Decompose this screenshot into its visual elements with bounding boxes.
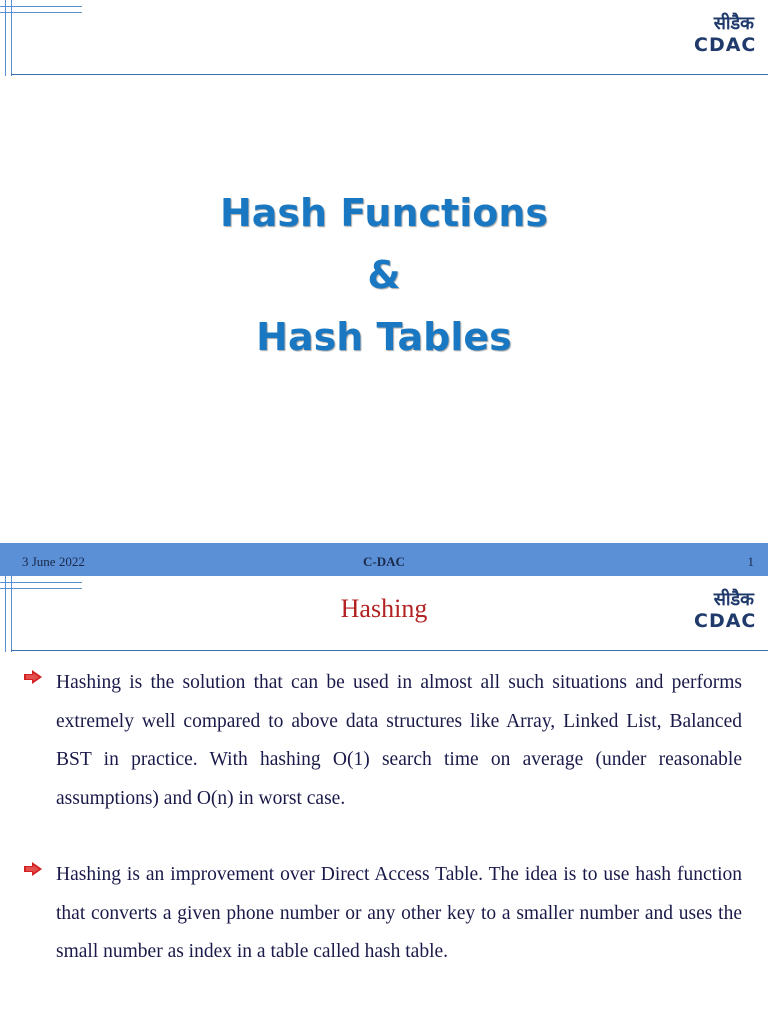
slide-footer [0,543,768,576]
corner-line [0,582,82,583]
corner-line [0,12,82,13]
corner-line [0,588,82,589]
corner-line [0,6,82,7]
bullet-text: Hashing is an improvement over Direct Access Table. The idea is to use hash function that converts a given phone number or any other key to a smaller number and uses the small number as index in a table called hash table. [56,864,742,962]
slide-heading: Hashing [340,594,428,623]
bullet-list [24,664,742,1010]
title-line-3: Hash Tables [256,315,512,359]
bullet-text: Hashing is the solution that can be used in almost all such situations and performs extremely well compared to above data structures like Array, Linked List, Balanced BST in practice. With hashing O(1) search time on average (under reasonable assumptions) and O(n) in worst case. [56,672,742,809]
list-item [24,664,742,818]
header-rule [11,650,768,651]
logo-english-text: CDAC [694,610,757,632]
logo-english-text: CDAC [694,34,757,56]
arrow-bullet-icon [24,862,42,876]
header-rule [11,74,768,75]
footer-date: 3 June 2022 [22,554,85,569]
cdac-logo [694,13,757,58]
content-slide [0,576,768,1024]
slide-title [0,182,768,368]
footer-page-number: 1 [747,554,754,569]
logo-hindi-text: सीडैक [713,589,754,610]
footer-org: C-DAC [363,554,405,569]
logo-hindi-text: सीडैक [713,13,754,34]
list-item [24,856,742,972]
arrow-bullet-icon [24,670,42,684]
title-line-2: & [367,253,401,297]
title-line-1: Hash Functions [219,191,548,235]
